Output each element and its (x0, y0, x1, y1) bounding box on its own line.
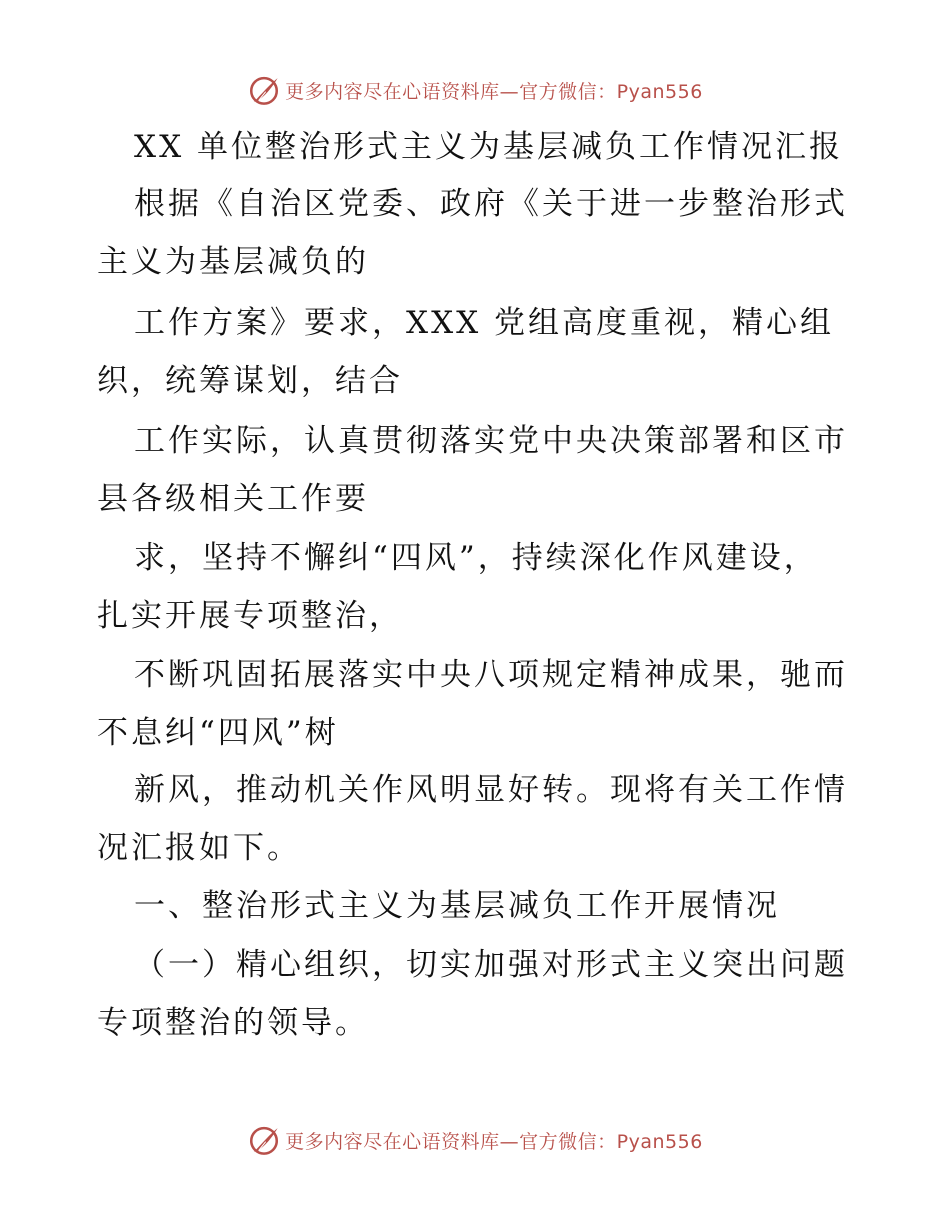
watermark-text: 更多内容尽在心语资料库—官方微信：Pyan556 (285, 80, 703, 103)
paragraph-line: 工作实际，认真贯彻落实党中央决策部署和区市 (134, 423, 848, 459)
subsection-heading: （一）精心组织，切实加强对形式主义突出问题 (134, 947, 848, 983)
feather-pen-circle-icon (247, 1123, 281, 1157)
paragraph-line: 专项整治的领导。 (97, 1005, 369, 1041)
paragraph-line: 织，统筹谋划，结合 (97, 363, 403, 399)
feather-pen-circle-icon (247, 73, 281, 107)
section-heading: 一、整治形式主义为基层减负工作开展情况 (134, 888, 780, 924)
paragraph-line: 不断巩固拓展落实中央八项规定精神成果，驰而 (134, 657, 848, 693)
paragraph-line: 扎实开展专项整治， (97, 598, 403, 634)
paragraph-line: 主义为基层减负的 (97, 244, 369, 280)
paragraph-line: 县各级相关工作要 (97, 481, 369, 517)
watermark-banner-top (0, 68, 950, 112)
watermark-banner-bottom (0, 1118, 950, 1162)
paragraph-line: 求，坚持不懈纠“四风”，持续深化作风建设， (134, 540, 818, 576)
paragraph-line: 根据《自治区党委、政府《关于进一步整治形式 (134, 186, 848, 222)
document-title: XX 单位整治形式主义为基层减负工作情况汇报 (134, 129, 843, 165)
paragraph-line: 新风，推动机关作风明显好转。现将有关工作情 (134, 772, 848, 808)
paragraph-line: 况汇报如下。 (97, 830, 301, 866)
paragraph-line: 不息纠“四风”树 (97, 715, 339, 751)
watermark-text: 更多内容尽在心语资料库—官方微信：Pyan556 (285, 1130, 703, 1153)
paragraph-line: 工作方案》要求，XXX 党组高度重视，精心组 (134, 305, 835, 341)
